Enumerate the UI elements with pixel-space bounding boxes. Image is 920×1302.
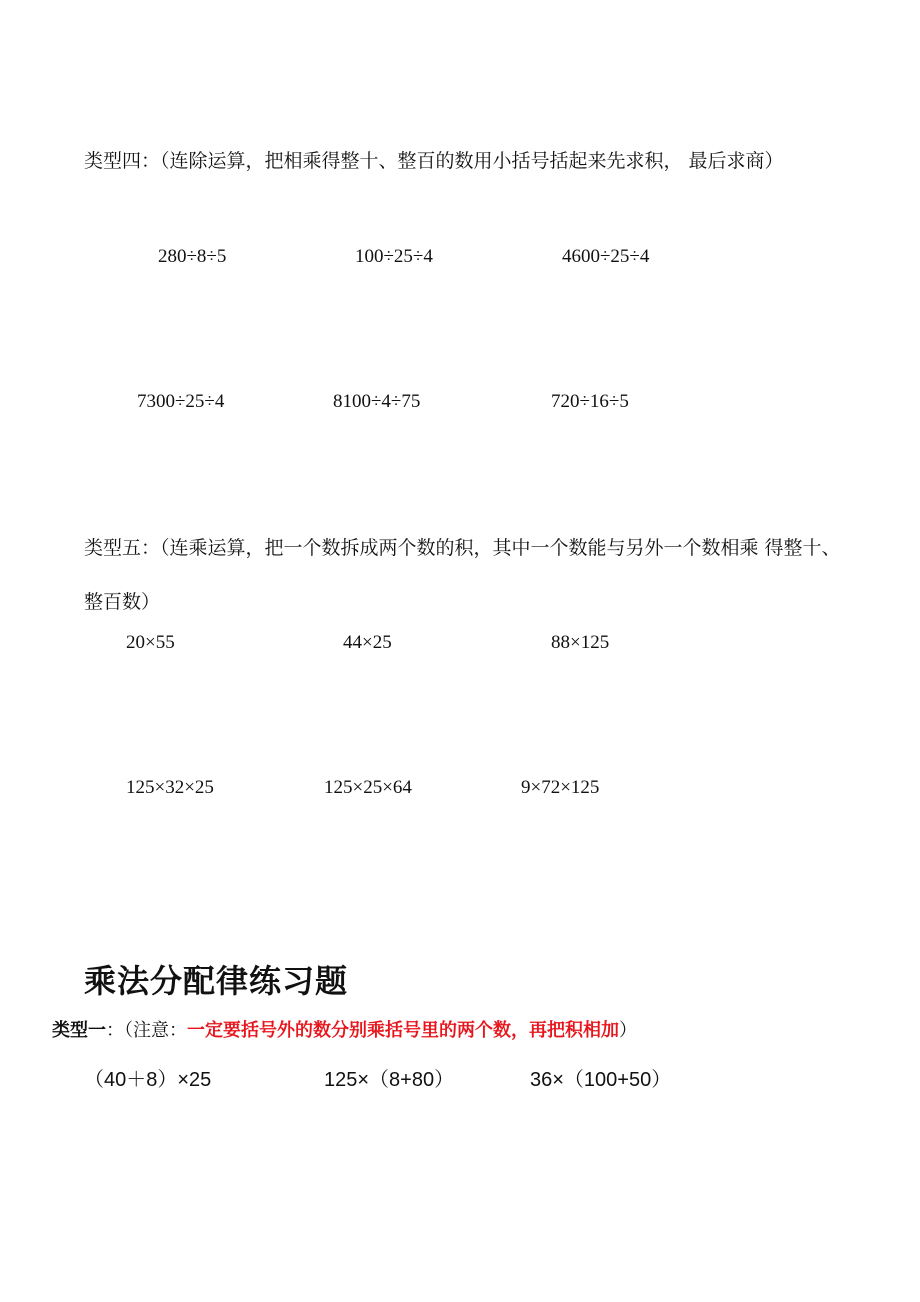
exercise-5-4: 125×32×25 [126,777,214,798]
section5-description: 类型五：（连乘运算，把一个数拆成两个数的积，其中一个数能与另外一个数相乘 得整十、整百数） [84,537,841,613]
exercise-5-3: 88×125 [551,632,610,653]
exercise-d-3: 36×（100+50） [530,1069,672,1091]
type1-close: ） [619,1020,637,1041]
exercise-d-2: 125×（8+80） [324,1069,455,1091]
exercise-4-4: 7300÷25÷4 [137,391,225,412]
exercise-4-1: 280÷8÷5 [158,246,227,267]
section-title: 乘法分配律练习题 [84,962,349,1000]
type1-colon: ：（注意： [106,1020,187,1041]
type1-label: 类型一 [52,1020,106,1041]
exercise-d-1: （40＋8）×25 [84,1069,212,1091]
section4-description: 类型四：（连除运算，把相乘得整十、整百的数用小括号括起来先求积， 最后求商） [84,150,784,172]
exercise-4-2: 100÷25÷4 [355,246,433,267]
exercise-4-5: 8100÷4÷75 [333,391,421,412]
type1-instruction [52,1016,637,1042]
type1-note: 一定要括号外的数分别乘括号里的两个数，再把积相加 [187,1020,619,1041]
exercise-5-6: 9×72×125 [521,777,600,798]
exercise-5-2: 44×25 [343,632,392,653]
exercise-4-6: 720÷16÷5 [551,391,629,412]
exercise-5-1: 20×55 [126,632,175,653]
exercise-5-5: 125×25×64 [324,777,412,798]
exercise-4-3: 4600÷25÷4 [562,246,650,267]
